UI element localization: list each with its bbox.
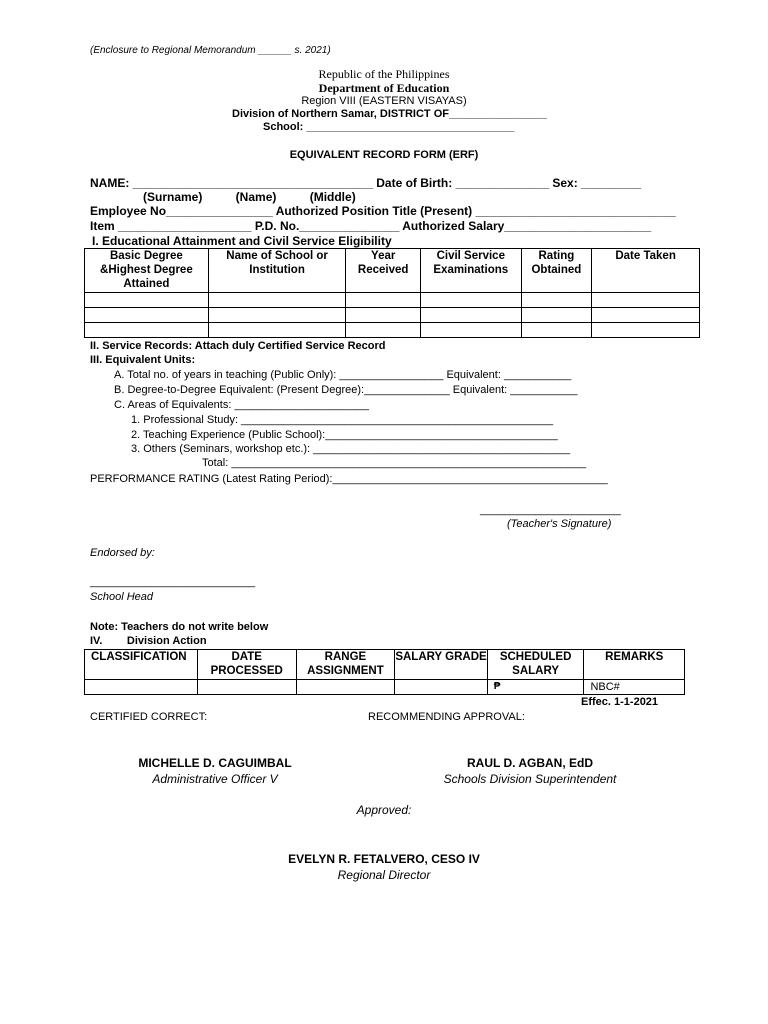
table-cell[interactable] — [346, 293, 421, 308]
total-line: Total: __________________________________________________________ — [202, 457, 587, 469]
col-header-exam: Civil Service Examinations — [420, 249, 521, 293]
school-line: School: __________________________________ — [263, 121, 515, 133]
table-cell[interactable] — [346, 323, 421, 338]
section-1-title: I. Educational Attainment and Civil Service Eligibility — [92, 234, 392, 248]
table-cell[interactable] — [395, 680, 487, 695]
table-cell[interactable] — [85, 323, 209, 338]
table-cell[interactable] — [346, 308, 421, 323]
col-header-degree: Basic Degree &Highest Degree Attained — [85, 249, 209, 293]
table-cell[interactable] — [592, 323, 700, 338]
table-cell[interactable] — [208, 308, 346, 323]
table-row — [85, 680, 685, 695]
section-2-service-records: II. Service Records: Attach duly Certified Service Record — [90, 340, 386, 352]
officer2-name: RAUL D. AGBAN, EdD — [467, 756, 593, 770]
section-4-title: IV. Division Action — [90, 635, 207, 647]
table-cell[interactable] — [296, 680, 395, 695]
table-cell[interactable] — [208, 293, 346, 308]
effectivity-date: Effec. 1-1-2021 — [581, 696, 659, 708]
table-cell[interactable] — [85, 308, 209, 323]
remarks-cell[interactable]: NBC# — [584, 680, 685, 695]
employee-position-line: Employee No________________ Authorized Position Title (Present) ______________________________ — [90, 204, 676, 218]
col-header-remarks: REMARKS — [584, 650, 685, 680]
col-header-school: Name of School or Institution — [208, 249, 346, 293]
teacher-signature-label: (Teacher's Signature) — [507, 518, 612, 530]
endorsed-by-label: Endorsed by: — [90, 547, 155, 559]
performance-rating-line: PERFORMANCE RATING (Latest Rating Period):_____________________________________________ — [90, 473, 608, 485]
certified-correct-label: CERTIFIED CORRECT: — [90, 711, 208, 723]
name-dob-sex-line: NAME: ____________________________________ Date of Birth: ______________ Sex: _________ — [90, 176, 642, 190]
division-line: Division of Northern Samar, DISTRICT OF________________ — [232, 108, 547, 120]
education-eligibility-table — [84, 248, 700, 338]
scheduled-salary-cell[interactable]: ₱ — [487, 680, 584, 695]
school-head-signature-line: ___________________________ — [90, 576, 256, 588]
officer1-name: MICHELLE D. CAGUIMBAL — [138, 756, 292, 770]
department-line: Department of Education — [318, 81, 450, 95]
republic-line: Republic of the Philippines — [318, 67, 450, 81]
table-cell[interactable] — [197, 680, 296, 695]
professional-study-line: 1. Professional Study: ___________________________________________________ — [131, 414, 554, 426]
table-cell[interactable] — [521, 308, 592, 323]
officer1-title: Administrative Officer V — [152, 772, 278, 786]
table-cell[interactable] — [85, 293, 209, 308]
table-cell[interactable] — [521, 323, 592, 338]
others-line: 3. Others (Seminars, workshop etc.): __________________________________________ — [131, 443, 571, 455]
col-header-year: Year Received — [346, 249, 421, 293]
equivalent-b-line: B. Degree-to-Degree Equivalent: (Present Degree):______________ Equivalent: ___________ — [114, 384, 578, 396]
equivalent-c-line: C. Areas of Equivalents: ______________________ — [114, 399, 370, 411]
approved-label: Approved: — [356, 803, 412, 817]
division-action-table — [84, 649, 685, 695]
officer3-title: Regional Director — [337, 868, 431, 882]
col-header-scheduled-salary: SCHEDULED SALARY — [487, 650, 584, 680]
table-cell[interactable] — [420, 323, 521, 338]
table-cell[interactable] — [521, 293, 592, 308]
teacher-signature-line: _______________________ — [480, 504, 621, 516]
item-pd-salary-line: Item ____________________ P.D. No._______________ Authorized Salary______________________ — [90, 219, 652, 233]
table-cell[interactable] — [592, 293, 700, 308]
col-header-rating: Rating Obtained — [521, 249, 592, 293]
col-header-classification: CLASSIFICATION — [85, 650, 198, 680]
form-title: EQUIVALENT RECORD FORM (ERF) — [289, 149, 479, 161]
teaching-experience-line: 2. Teaching Experience (Public School):______________________________________ — [131, 429, 558, 441]
table-row — [85, 323, 700, 338]
col-header-date-processed: DATE PROCESSED — [197, 650, 296, 680]
table-row — [85, 308, 700, 323]
school-head-label: School Head — [90, 591, 153, 603]
table-cell[interactable] — [208, 323, 346, 338]
region-line: Region VIII (EASTERN VISAYAS) — [301, 95, 467, 107]
name-subcaption: (Surname) (Name) (Middle) — [143, 190, 356, 204]
table-cell[interactable] — [420, 308, 521, 323]
table-cell[interactable] — [85, 680, 198, 695]
table-cell[interactable] — [592, 308, 700, 323]
col-header-date-taken: Date Taken — [592, 249, 700, 293]
officer2-title: Schools Division Superintendent — [443, 772, 617, 786]
section-3-title: III. Equivalent Units: — [90, 354, 196, 366]
officer3-name: EVELYN R. FETALVERO, CESO IV — [288, 852, 480, 866]
table-row — [85, 293, 700, 308]
col-header-salary-grade: SALARY GRADE — [395, 650, 487, 680]
recommending-approval-label: RECOMMENDING APPROVAL: — [368, 711, 525, 723]
teachers-note: Note: Teachers do not write below — [90, 621, 269, 633]
enclosure-note: (Enclosure to Regional Memorandum ______ s. 2021) — [90, 45, 331, 56]
equivalent-a-line: A. Total no. of years in teaching (Public Only): _________________ Equivalent: ___________ — [114, 369, 572, 381]
table-cell[interactable] — [420, 293, 521, 308]
col-header-range-assignment: RANGE ASSIGNMENT — [296, 650, 395, 680]
